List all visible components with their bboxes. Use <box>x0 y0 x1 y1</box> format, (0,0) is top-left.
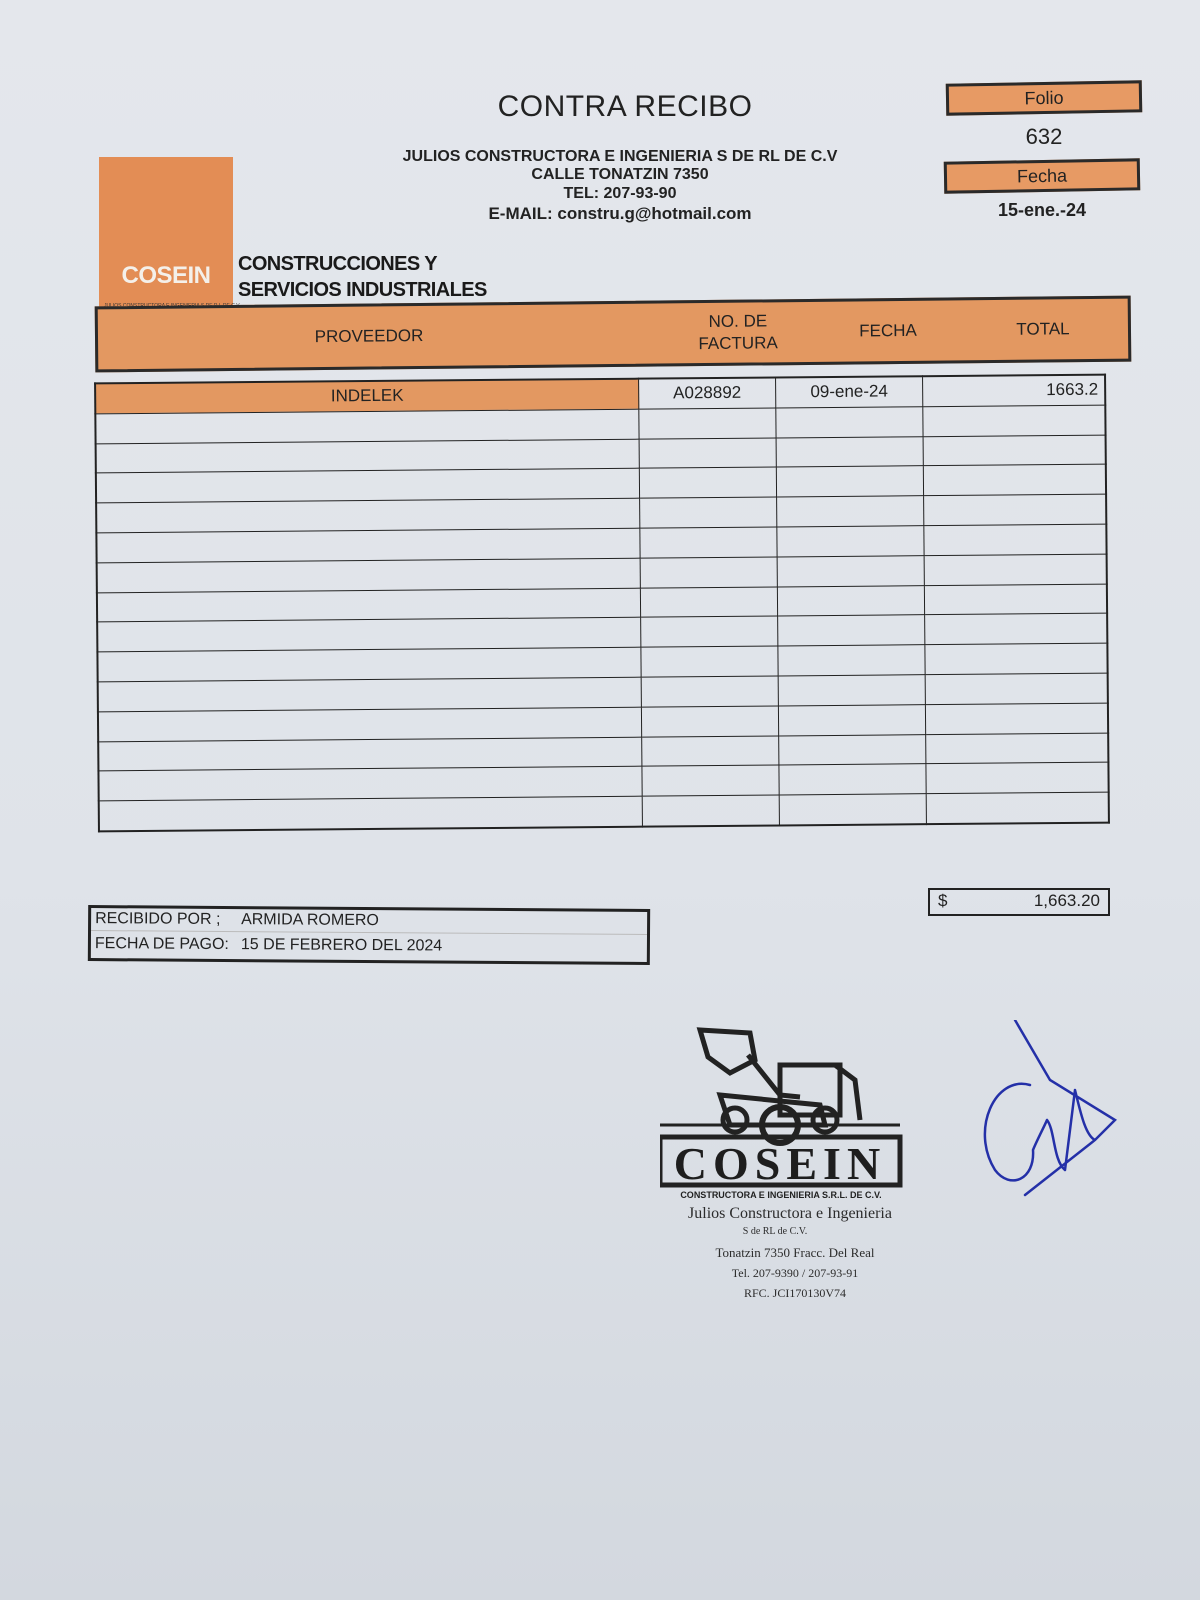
cell-factura <box>640 557 777 588</box>
cell-fecha <box>778 675 925 706</box>
stamp-logo-word: COSEIN <box>673 1138 887 1189</box>
cell-fecha <box>776 406 923 437</box>
cell-proveedor <box>96 439 640 474</box>
cell-total: 1663.2 <box>923 375 1106 407</box>
col-factura: NO. DE FACTURA <box>698 311 778 354</box>
cell-factura <box>642 736 779 767</box>
payment-date-label: FECHA DE PAGO: <box>94 935 229 954</box>
cell-total <box>924 584 1107 615</box>
cell-fecha <box>779 794 926 826</box>
company-email: E-MAIL: constru.g@hotmail.com <box>488 204 752 223</box>
stamp-line-4: Tel. 207-9390 / 207-93-91 <box>731 1266 859 1280</box>
cell-total <box>925 643 1108 674</box>
cell-proveedor <box>99 796 643 831</box>
received-box <box>88 905 650 965</box>
cell-total <box>923 464 1106 495</box>
cell-proveedor <box>97 647 641 682</box>
cell-factura <box>640 497 777 528</box>
stamp-line-1: Julios Constructora e Ingenieria <box>688 1205 892 1222</box>
document-title: CONTRA RECIBO <box>497 90 753 123</box>
cell-factura <box>641 706 778 737</box>
cell-proveedor <box>95 409 639 444</box>
cell-factura <box>641 646 778 677</box>
stamp-subtitle: CONSTRUCTORA E INGENIERIA S.R.L. DE C.V. <box>680 1190 882 1200</box>
currency-symbol: $ <box>938 891 948 910</box>
cell-proveedor <box>97 588 641 623</box>
cell-total <box>923 435 1106 466</box>
cell-proveedor <box>97 558 641 593</box>
cell-fecha <box>777 496 924 527</box>
total-box <box>928 888 1110 916</box>
cell-proveedor <box>98 737 642 772</box>
logo-word: COSEIN <box>121 262 211 289</box>
cell-fecha <box>779 734 926 765</box>
cell-total <box>923 405 1106 436</box>
fecha-value: 15-ene.-24 <box>997 200 1087 220</box>
cell-fecha <box>779 764 926 795</box>
cell-total <box>925 613 1108 644</box>
company-phone: TEL: 207-93-90 <box>563 185 677 202</box>
cell-fecha: 09-ene-24 <box>776 376 923 408</box>
cell-proveedor <box>98 707 642 742</box>
cell-factura <box>642 795 779 827</box>
col-total: TOTAL <box>1016 319 1070 339</box>
cell-factura <box>641 616 778 647</box>
folio-label: Folio <box>946 80 1143 115</box>
cell-total <box>924 524 1107 555</box>
cell-fecha <box>777 526 924 557</box>
received-value: ARMIDA ROMERO <box>241 911 379 930</box>
signature <box>975 1020 1125 1200</box>
company-name: JULIOS CONSTRUCTORA E INGENIERIA S DE RL DE C.V <box>402 148 838 165</box>
cell-factura <box>641 676 778 707</box>
cell-proveedor <box>96 469 640 504</box>
received-label: RECIBIDO POR ; <box>95 910 221 928</box>
stamp-line-5: RFC. JCI170130V74 <box>743 1286 847 1300</box>
company-address: CALLE TONATZIN 7350 <box>531 166 709 183</box>
cell-proveedor <box>98 677 642 712</box>
cell-factura <box>639 467 776 498</box>
stamp-line-2: S de RL de C.V. <box>742 1226 808 1237</box>
brand-line-2: SERVICIOS INDUSTRIALES <box>238 279 487 301</box>
invoice-table <box>94 374 1110 833</box>
cell-factura <box>639 438 776 469</box>
cell-fecha <box>777 585 924 616</box>
col-proveedor: PROVEEDOR <box>314 325 424 347</box>
brand-line-1: CONSTRUCCIONES Y <box>238 253 437 275</box>
cell-total <box>926 792 1109 824</box>
total-amount: 1,663.20 <box>1033 891 1100 910</box>
cell-total <box>926 762 1109 793</box>
cell-fecha <box>776 466 923 497</box>
cell-total <box>925 673 1108 704</box>
table-header <box>95 296 1132 373</box>
cell-total <box>924 554 1107 585</box>
cell-fecha <box>778 615 925 646</box>
cell-proveedor <box>96 528 640 563</box>
cell-proveedor <box>96 498 640 533</box>
cell-fecha <box>778 645 925 676</box>
cell-fecha <box>777 555 924 586</box>
cell-factura <box>642 765 779 796</box>
stamp-line-3: Tonatzin 7350 Fracc. Del Real <box>715 1245 875 1260</box>
cell-factura <box>640 527 777 558</box>
cell-total <box>924 494 1107 525</box>
cell-fecha <box>778 704 925 735</box>
cell-factura <box>639 408 776 439</box>
cell-fecha <box>776 436 923 467</box>
cell-factura: A028892 <box>639 377 776 408</box>
fecha-label: Fecha <box>944 158 1141 193</box>
cell-factura <box>640 587 777 618</box>
col-fecha: FECHA <box>859 320 917 341</box>
cell-proveedor: INDELEK <box>95 379 639 414</box>
cell-proveedor <box>97 618 641 653</box>
folio-value: 632 <box>1025 124 1063 149</box>
cell-proveedor <box>98 767 642 802</box>
cell-total <box>925 703 1108 734</box>
payment-date-value: 15 DE FEBRERO DEL 2024 <box>240 936 443 955</box>
cell-total <box>926 733 1109 764</box>
